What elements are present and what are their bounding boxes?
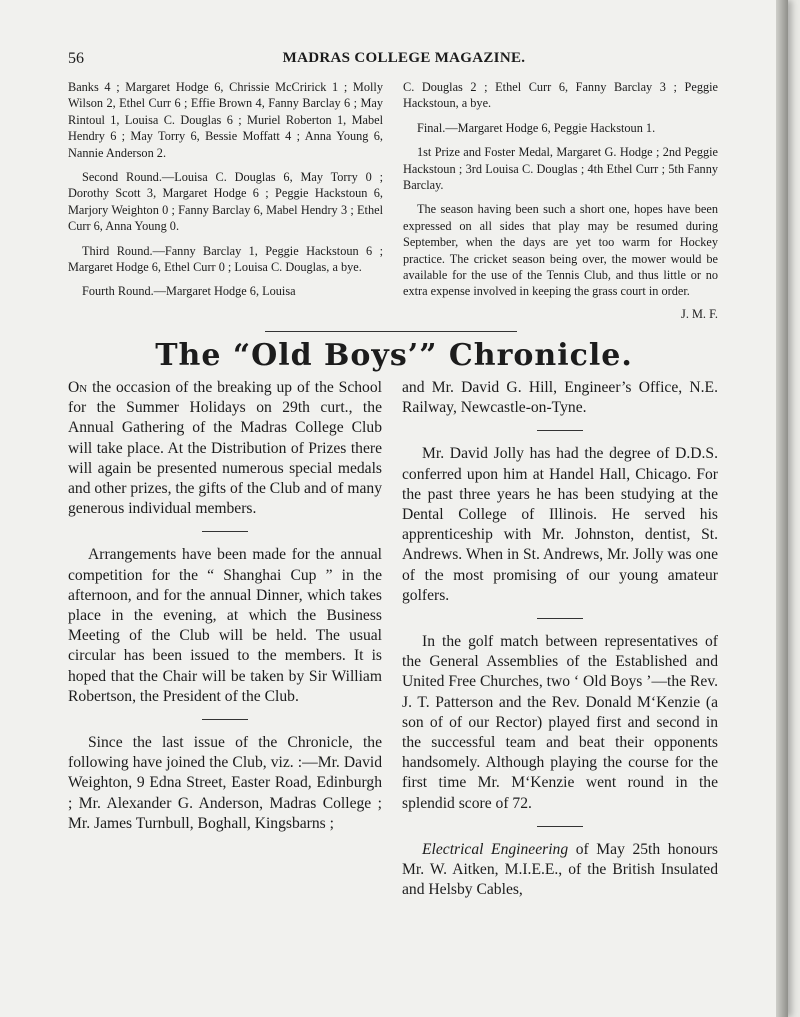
paragraph-separator: [202, 531, 248, 532]
paragraph-separator: [202, 719, 248, 720]
tennis-paragraph: Third Round.—Fanny Barclay 1, Peggie Hackstoun 6 ; Margaret Hodge 6, Ethel Curr 0 ; Louisa C. Douglas, a bye.: [68, 243, 383, 275]
chronicle-paragraph: Arrangements have been made for the annual competition for the “ Shanghai Cup ” in the afternoon, and for the annual Dinner, which takes place in the evening, at which the Business Meeting of the Club will be held. The usual circular has been issued to the members. It is hoped that the Chair will be taken by Sir William Robertson, the President of the Club.: [68, 546, 382, 705]
paragraph-separator: [537, 430, 583, 431]
chronicle-right-column: [402, 378, 718, 900]
chronicle-paragraph: and Mr. David G. Hill, Engineer’s Office, N.E. Railway, Newcastle-on-Tyne.: [402, 379, 718, 417]
page-edge: [776, 0, 788, 1017]
tennis-paragraph: The season having been such a short one, hopes have been expressed on all sides that play may be resumed during September, when the days are yet too warm for Hockey practice. The cricket season being over, the mower would be available for the use of the Tennis Club, and thus little or no extra expense involved in keeping the grass court in order.: [403, 202, 718, 299]
author-signature: J. M. F.: [681, 306, 718, 321]
paragraph-text: of May 25th honours Mr. W. Aitken, M.I.E.E., of the British Insulated and Helsby Cables,: [402, 840, 719, 899]
tennis-results-right-column: [403, 79, 718, 330]
tennis-paragraph: Banks 4 ; Margaret Hodge 6, Chrissie McCririck 1 ; Molly Wilson 2, Ethel Curr 6 ; Effie Brown 4, Fanny Barclay 6 ; May Rintoul 1, Louisa C. Douglas 6 ; Muriel Roberton 1, Mabel Hendry 6 ; May Torry 6, Bessie Moffatt 4 ; Anna Young 6, Nannie Anderson 2.: [68, 80, 383, 160]
tennis-paragraph: Second Round.—Louisa C. Douglas 6, May Torry 0 ; Dorothy Scott 3, Margaret Hodge 6 ; Peggie Hackstoun 6, Marjory Weighton 0 ; Fanny Barclay 6, Mabel Hendry 3 ; Ethel Curr 6, Anna Young 0.: [68, 170, 383, 234]
tennis-paragraph: Fourth Round.—Margaret Hodge 6, Louisa: [82, 284, 296, 299]
running-title: MADRAS COLLEGE MAGAZINE.: [282, 50, 526, 66]
paragraph-separator: [537, 618, 583, 619]
section-rule: [265, 331, 517, 332]
tennis-paragraph: Final.—Margaret Hodge 6, Peggie Hackstoun 1.: [417, 120, 656, 135]
tennis-results-left-column: [68, 79, 383, 308]
chronicle-paragraph: Since the last issue of the Chronicle, the following have joined the Club, viz. :—Mr. David Weighton, 9 Edna Street, Easter Road, Edinburgh ; Mr. Alexander G. Anderson, Madras College ; Mr. James Turnbull, Boghall, Kingsbarns ;: [68, 734, 382, 832]
chronicle-paragraph: [68, 378, 382, 519]
section-title: The “Old Boys’” Chronicle.: [155, 338, 633, 373]
chronicle-left-column: [68, 378, 382, 834]
chronicle-paragraph: Mr. David Jolly has had the degree of D.D.S. conferred upon him at Handel Hall, Chicago. For the past three years he has been studying at the Dental College of Illinois. He served his apprenticeship with Mr. Johnston, dentist, St. Andrews. When in St. Andrews, Mr. Jolly was one of the most promising of our young amateur golfers.: [402, 445, 718, 604]
page-header: [68, 50, 720, 72]
page-number: 56: [68, 50, 84, 67]
tennis-paragraph: 1st Prize and Foster Medal, Margaret G. Hodge ; 2nd Peggie Hackstoun ; 3rd Louisa C. Douglas ; 4th Ethel Curr ; 5th Fanny Barclay.: [403, 145, 718, 193]
paragraph-text: the occasion of the breaking up of the School for the Summer Holidays on 29th curt., the Annual Gathering of the Madras College Club will take place. At the Distribution of Prizes there will again be presented numerous special medals and other prizes, the gifts of the Club and of many generous individual members.: [68, 379, 382, 518]
tennis-paragraph: C. Douglas 2 ; Ethel Curr 6, Fanny Barclay 3 ; Peggie Hackstoun, a bye.: [403, 80, 718, 111]
chronicle-paragraph: In the golf match between representatives of the General Assemblies of the Established and United Free Churches, two ‘ Old Boys ’—the Rev. J. T. Patterson and the Rev. Donald M‘Kenzie (a son of of our Rector) played first and second in the successful team and beat their opponents handsomely. Although playing the course for the first time Mr. M‘Kenzie went round in the splendid score of 72.: [402, 633, 719, 812]
chronicle-paragraph: [402, 840, 718, 901]
drop-lead-word: On: [68, 379, 88, 396]
paragraph-separator: [537, 826, 583, 827]
publication-title: Electrical Engineering: [422, 840, 569, 858]
